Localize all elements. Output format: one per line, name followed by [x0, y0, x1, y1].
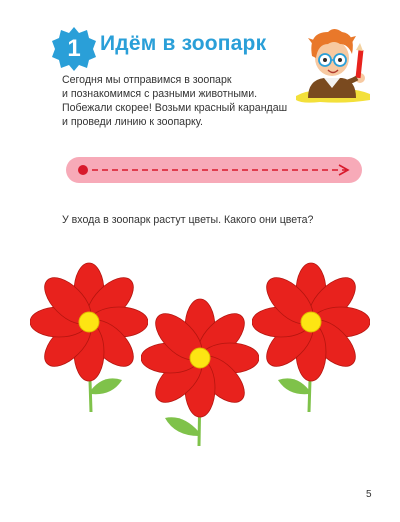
- red-flower-icon: [252, 262, 370, 432]
- tracing-line[interactable]: [66, 157, 362, 183]
- question-text: У входа в зоопарк растут цветы. Какого они цвета?: [62, 214, 314, 226]
- intro-line: и познакомимся с разными животными.: [62, 88, 258, 100]
- red-flower-icon: [141, 298, 259, 458]
- tracer-start-dot: [78, 165, 88, 175]
- intro-text: [62, 73, 292, 129]
- red-flower-icon: [30, 262, 148, 432]
- intro-line: и проведи линию к зоопарку.: [62, 116, 203, 128]
- page-title: Идём в зоопарк: [100, 32, 267, 55]
- boy-with-pencil-icon: [290, 22, 374, 108]
- intro-line: Сегодня мы отправимся в зоопарк: [62, 74, 232, 86]
- lesson-number: 1: [67, 35, 81, 62]
- intro-line: Побежали скорее! Возьми красный карандаш: [62, 102, 288, 114]
- page-number: 5: [366, 489, 372, 500]
